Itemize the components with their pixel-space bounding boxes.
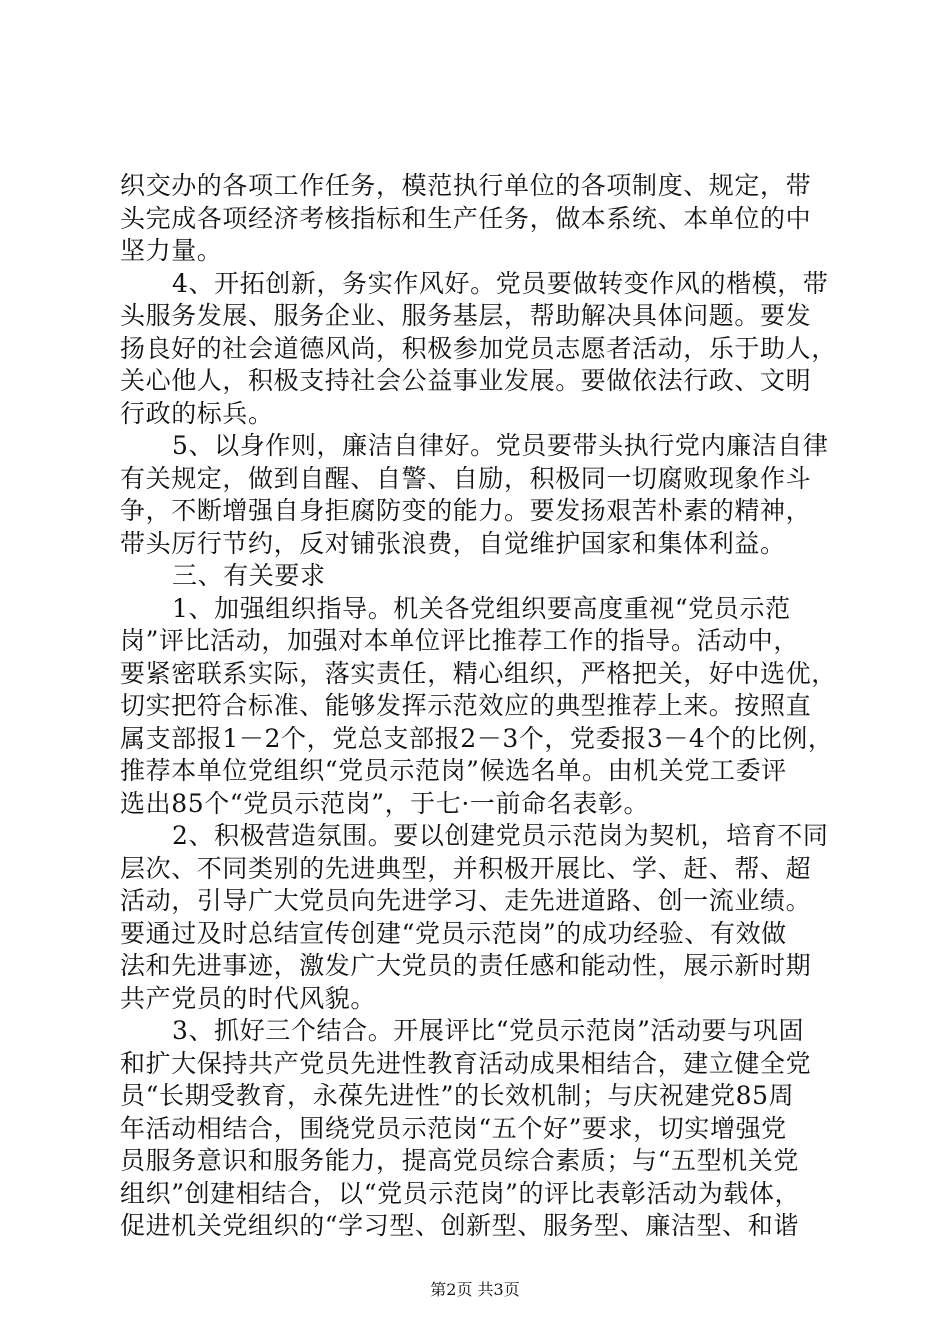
body-line: 组织”创建相结合，以“党员示范岗”的评比表彰活动为载体， xyxy=(120,1178,801,1208)
body-line: 行政的标兵。 xyxy=(120,398,274,428)
body-line: 岗”评比活动，加强对本单位评比推荐工作的指导。活动中， xyxy=(120,626,799,655)
body-line: 年活动相结合，围绕党员示范岗“五个好”要求，切实增强党 xyxy=(120,1113,787,1143)
body-line: 法和先进事迹，激发广大党员的责任感和能动性，展示新时期 xyxy=(120,951,812,980)
section-heading: 三、有关要求 xyxy=(172,561,326,590)
body-line: 有关规定，做到自醒、自警、自励，积极同一切腐败现象作斗 xyxy=(120,463,812,493)
body-line: 员“长期受教育，永葆先进性”的长效机制；与庆祝建党85周 xyxy=(120,1081,795,1110)
body-line: 推荐本单位党组织“党员示范岗”候选名单。由机关党工委评 xyxy=(120,756,787,785)
paragraph-start-line: 1、加强组织指导。机关各党组织要高度重视“党员示范 xyxy=(172,593,791,623)
document-body xyxy=(120,170,840,1243)
paragraph-start-line: 5、以身作则，廉洁自律好。党员要带头执行党内廉洁自律 xyxy=(172,431,829,460)
body-line: 属支部报1－2个，党总支部报2－3个，党委报3－4个的比例， xyxy=(120,723,834,753)
paragraph-start-line: 2、积极营造氛围。要以创建党员示范岗为契机，培育不同 xyxy=(172,821,829,850)
body-line: 员服务意识和服务能力，提高党员综合素质；与“五型机关党 xyxy=(120,1146,799,1175)
body-line: 争，不断增强自身拒腐防变的能力。要发扬艰苦朴素的精神， xyxy=(120,496,812,525)
paragraph-start-line: 3、抓好三个结合。开展评比“党员示范岗”活动要与巩固 xyxy=(172,1016,805,1045)
body-line: 切实把符合标准、能够发挥示范效应的典型推荐上来。按照直 xyxy=(120,691,812,720)
body-line: 要紧密联系实际，落实责任，精心组织，严格把关，好中选优， xyxy=(120,658,837,688)
body-line: 活动，引导广大党员向先进学习、走先进道路、创一流业绩。 xyxy=(120,886,812,915)
body-line: 促进机关党组织的“学习型、创新型、服务型、廉洁型、和谐 xyxy=(120,1211,799,1240)
body-line: 共产党员的时代风貌。 xyxy=(120,983,377,1013)
body-line: 坚力量。 xyxy=(120,236,223,265)
body-line: 关心他人，积极支持社会公益事业发展。要做依法行政、文明 xyxy=(120,366,812,395)
body-line: 选出85个“党员示范岗”，于七·一前命名表彰。 xyxy=(120,788,650,818)
body-line: 织交办的各项工作任务，模范执行单位的各项制度、规定，带 xyxy=(120,171,812,200)
body-line: 扬良好的社会道德风尚，积极参加党员志愿者活动，乐于助人， xyxy=(120,333,837,363)
body-line: 和扩大保持共产党员先进性教育活动成果相结合，建立健全党 xyxy=(120,1048,812,1078)
body-line: 头完成各项经济考核指标和生产任务，做本系统、本单位的中 xyxy=(120,203,812,233)
body-line: 头服务发展、服务企业、服务基层，帮助解决具体问题。要发 xyxy=(120,301,812,330)
body-line: 层次、不同类别的先进典型，并积极开展比、学、赶、帮、超 xyxy=(120,853,812,883)
body-line: 要通过及时总结宣传创建“党员示范岗”的成功经验、有效做 xyxy=(120,918,787,948)
page-number: 第2页 共3页 xyxy=(430,1280,520,1299)
page-footer xyxy=(0,1280,950,1300)
body-line: 带头厉行节约，反对铺张浪费，自觉维护国家和集体利益。 xyxy=(120,528,786,558)
paragraph-start-line: 4、开拓创新，务实作风好。党员要做转变作风的楷模，带 xyxy=(172,268,829,298)
